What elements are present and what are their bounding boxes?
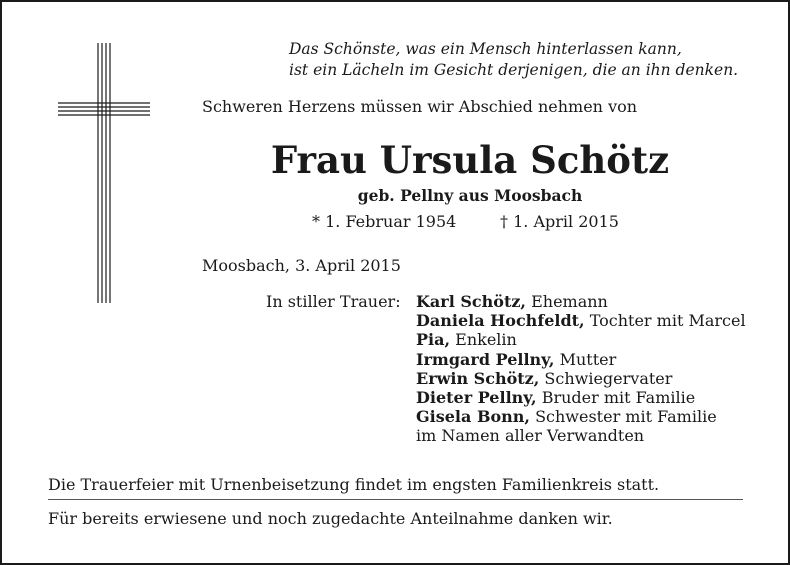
mourner-row	[416, 369, 746, 388]
mourner-row	[416, 407, 746, 426]
maiden-name: geb. Pellny aus Moosbach	[357, 186, 583, 205]
mourner-relation: Mutter	[554, 349, 617, 369]
mourner-relation: Ehemann	[526, 292, 608, 311]
death-date: † 1. April 2015	[500, 212, 619, 231]
mourning-label: In stiller Trauer:	[266, 292, 401, 311]
place-date: Moosbach, 3. April 2015	[202, 256, 401, 275]
thanks-notice: Für bereits erwiesene und noch zugedachte Anteilnahme danken wir.	[48, 509, 613, 528]
intro-text: Schweren Herzens müssen wir Abschied nehmen von	[202, 97, 638, 116]
mourner-name: Karl Schötz,	[416, 292, 526, 311]
mourner-name: Irmgard Pellny,	[416, 349, 555, 369]
mourner-relation: Enkelin	[450, 330, 517, 350]
mourner-name: Gisela Bonn,	[416, 407, 530, 427]
mourners-list	[416, 292, 746, 446]
mourner-relation: Tochter mit Marcel	[584, 311, 746, 331]
birth-date: * 1. Februar 1954	[312, 212, 457, 231]
mourner-name: Pia,	[416, 330, 451, 350]
quote-line-1: Das Schönste, was ein Mensch hinterlassen kann,	[289, 40, 682, 58]
mourner-name: Erwin Schötz,	[416, 368, 540, 388]
mourner-name: Dieter Pellny,	[416, 388, 537, 408]
mourner-row	[416, 330, 746, 349]
mourner-relation: Bruder mit Familie	[536, 388, 696, 408]
deceased-name: Frau Ursula Schötz	[270, 138, 670, 182]
divider-rule	[48, 499, 743, 500]
epigraph-quote	[289, 39, 738, 81]
mourner-row	[416, 292, 746, 311]
mourners-closing: im Namen aller Verwandten	[416, 426, 645, 446]
mourner-row	[416, 388, 746, 407]
mourner-row	[416, 350, 746, 369]
ceremony-notice: Die Trauerfeier mit Urnenbeisetzung findet im engsten Familienkreis statt.	[48, 475, 660, 494]
quote-line-2: ist ein Lächeln im Gesicht derjenigen, die an ihn denken.	[289, 61, 739, 79]
mourner-row	[416, 311, 746, 330]
mourner-name: Daniela Hochfeldt,	[416, 311, 585, 331]
mourner-relation: Schwester mit Familie	[529, 407, 717, 427]
mourner-relation: Schwiegervater	[539, 368, 673, 388]
